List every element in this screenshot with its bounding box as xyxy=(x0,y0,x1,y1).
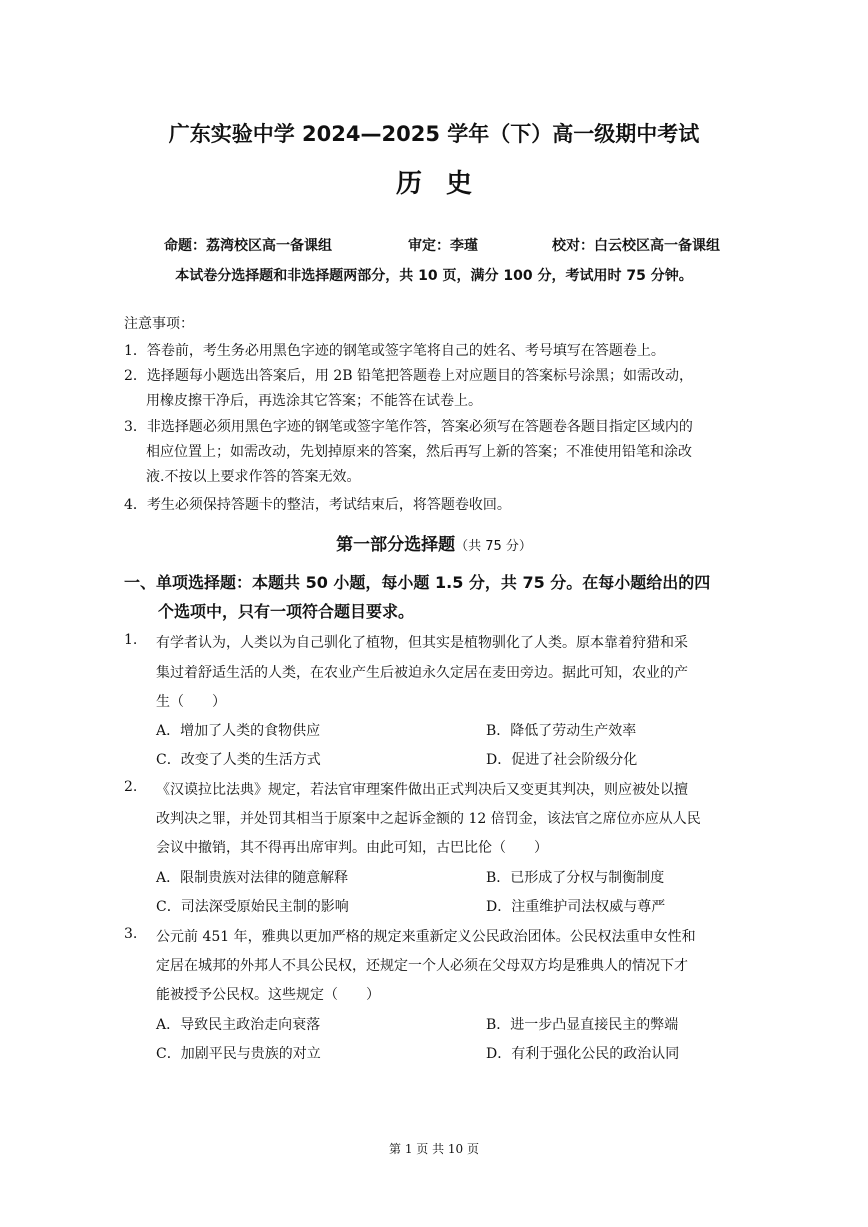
question-text: 公元前 451 年，雅典以更加严格的规定来重新定义公民政治团体。公民权法重申女性和 xyxy=(156,929,696,945)
option-b: B．已形成了分权与制衡制度 xyxy=(486,870,665,886)
question-text: 集过着舒适生活的人类，在农业产生后被迫永久定居在麦田旁边。据此可知，农业的产 xyxy=(156,665,688,681)
question-number: 2. xyxy=(124,779,138,795)
reviewer-info: 审定：李瑾 xyxy=(408,238,478,254)
option-c: C．加剧平民与贵族的对立 xyxy=(156,1046,321,1062)
option-c: C．司法深受原始民主制的影响 xyxy=(156,899,349,915)
option-d: D．有利于强化公民的政治认同 xyxy=(486,1046,680,1062)
notice-line: 4．考生必须保持答题卡的整洁，考试结束后，将答题卷收回。 xyxy=(124,497,511,513)
question-text: 生（ ） xyxy=(156,694,226,710)
exam-title: 广东实验中学 2024—2025 学年（下）高一级期中考试 xyxy=(168,122,700,146)
notice-line: 3．非选择题必须用黑色字迹的钢笔或签字笔作答，答案必须写在答题卷各题目指定区域内的 xyxy=(124,419,693,435)
question-text: 能被授予公民权。这些规定（ ） xyxy=(156,987,380,1003)
part-one-title xyxy=(0,530,868,555)
question-text: 《汉谟拉比法典》规定，若法官审理案件做出正式判决后又变更其判决，则应被处以擅 xyxy=(156,782,688,798)
option-b: B．进一步凸显直接民主的弊端 xyxy=(486,1017,679,1033)
option-a: A．限制贵族对法律的随意解释 xyxy=(156,870,349,886)
exam-intro: 本试卷分选择题和非选择题两部分，共 10 页，满分 100 分，考试用时 75 分钟。 xyxy=(175,268,693,284)
question-text: 有学者认为，人类以为自己驯化了植物，但其实是植物驯化了人类。原本靠着狩猎和采 xyxy=(156,635,688,651)
subject-title: 历史 xyxy=(395,169,496,199)
part-one-score: （共 75 分） xyxy=(455,539,532,554)
option-b: B．降低了劳动生产效率 xyxy=(486,723,637,739)
option-a: A．导致民主政治走向衰落 xyxy=(156,1017,321,1033)
section-instruction: 个选项中，只有一项符合题目要求。 xyxy=(158,602,415,621)
setter-info: 命题：荔湾校区高一备课组 xyxy=(164,238,332,254)
question-text: 定居在城邦的外邦人不具公民权，还规定一个人必须在父母双方均是雅典人的情况下才 xyxy=(156,958,688,974)
section-instruction: 一、单项选择题：本题共 50 小题，每小题 1.5 分，共 75 分。在每小题给出的四 xyxy=(124,573,711,592)
question-text: 改判决之罪，并处罚其相当于原案中之起诉金额的 12 倍罚金，该法官之席位亦应从人民 xyxy=(156,811,701,827)
option-c: C．改变了人类的生活方式 xyxy=(156,752,321,768)
notice-line: 相应位置上；如需改动，先划掉原来的答案，然后再写上新的答案；不准使用铅笔和涂改 xyxy=(146,444,692,460)
notice-line: 1．答卷前，考生务必用黑色字迹的钢笔或签字笔将自己的姓名、考号填写在答题卷上。 xyxy=(124,343,665,359)
notice-heading: 注意事项： xyxy=(124,316,194,332)
proofreader-info: 校对：白云校区高一备课组 xyxy=(552,238,720,254)
part-one-title-text: 第一部分选择题 xyxy=(336,535,456,555)
question-text: 会议中撤销，其不得再出席审判。由此可知，古巴比伦（ ） xyxy=(156,840,548,856)
question-number: 3. xyxy=(124,926,138,942)
option-d: D．促进了社会阶级分化 xyxy=(486,752,638,768)
option-d: D．注重维护司法权威与尊严 xyxy=(486,899,666,915)
notice-line: 用橡皮擦干净后，再选涂其它答案；不能答在试卷上。 xyxy=(146,393,482,409)
question-number: 1. xyxy=(124,632,138,648)
notice-line: 2．选择题每小题选出答案后，用 2B 铅笔把答题卷上对应题目的答案标号涂黑；如需改动， xyxy=(124,368,694,384)
page-footer: 第 1 页 共 10 页 xyxy=(389,1142,479,1156)
option-a: A．增加了人类的食物供应 xyxy=(156,723,321,739)
notice-line: 液.不按以上要求作答的答案无效。 xyxy=(146,469,361,485)
